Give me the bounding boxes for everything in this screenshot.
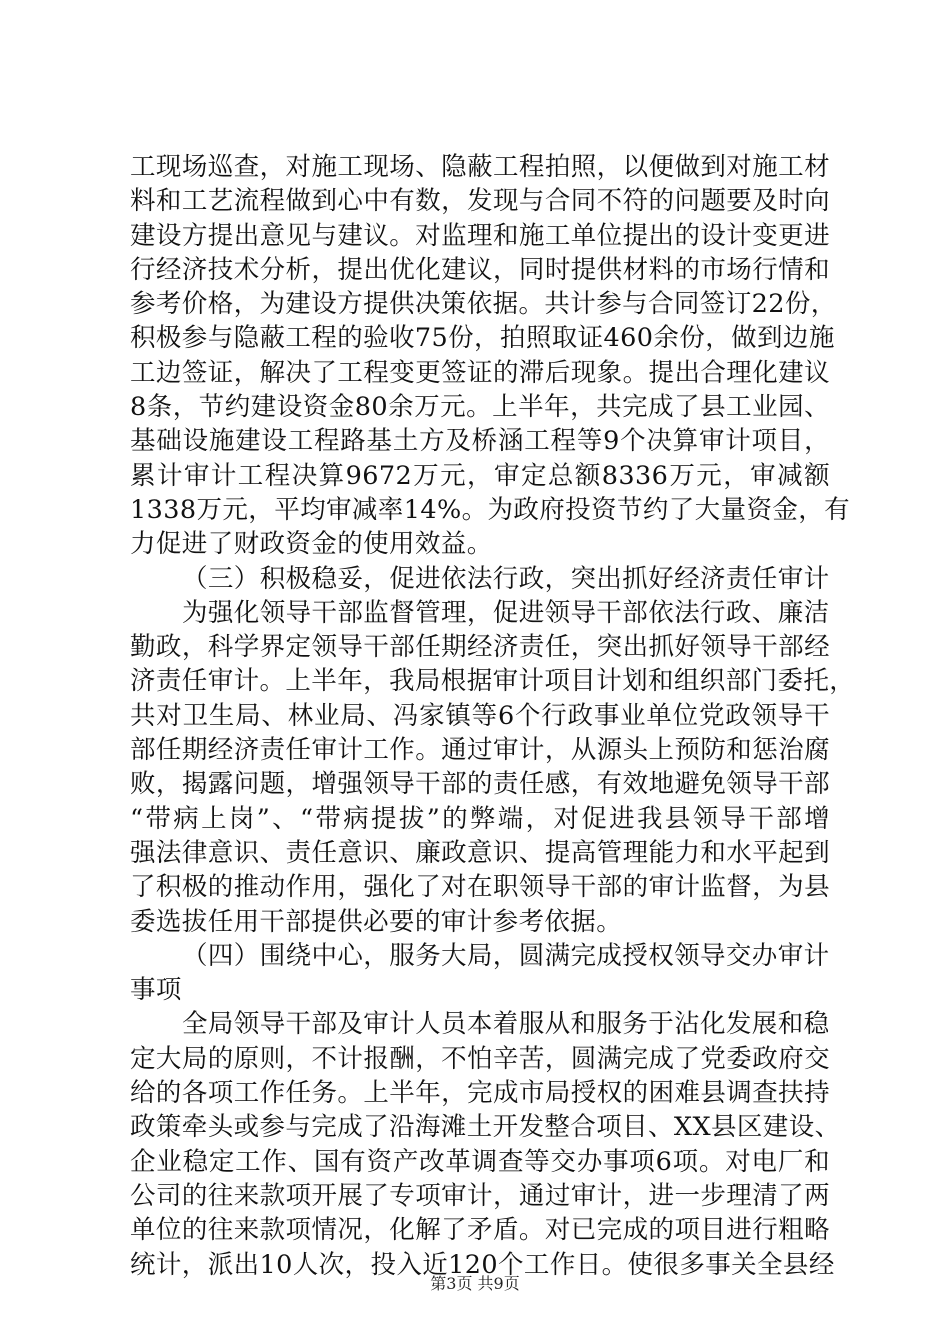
- text-line: 积极参与隐蔽工程的验收75份，拍照取证460余份，做到边施: [130, 323, 835, 354]
- text-line: 累计审计工程决算9672万元，审定总额8336万元，审减额: [130, 460, 830, 491]
- text-line: “带病上岗”、“带病提拔”的弊端，对促进我县领导干部增: [130, 803, 830, 834]
- text-line: 企业稳定工作、国有资产改革调查等交办事项6项。对电厂和: [130, 1146, 830, 1177]
- text-line: 全局领导干部及审计人员本着服从和服务于沾化发展和稳: [182, 1009, 830, 1040]
- text-line: 工现场巡查，对施工现场、隐蔽工程拍照，以便做到对施工材: [130, 152, 830, 182]
- text-line: 给的各项工作任务。上半年，完成市局授权的困难县调查扶持: [130, 1078, 830, 1109]
- text-line: 强法律意识、责任意识、廉政意识、提高管理能力和水平起到: [130, 837, 830, 868]
- text-line: 力促进了财政资金的使用效益。: [130, 529, 493, 560]
- text-line: 勤政，科学界定领导干部任期经济责任，突出抓好领导干部经: [130, 632, 830, 663]
- section-heading: （四）围绕中心，服务大局，圆满完成授权领导交办审计: [182, 940, 830, 971]
- text-line: 行经济技术分析，提出优化建议，同时提供材料的市场行情和: [130, 254, 830, 285]
- text-line: 共对卫生局、林业局、冯家镇等6个行政事业单位党政领导干: [130, 700, 830, 731]
- text-line: 参考价格，为建设方提供决策依据。共计参与合同签订22份，: [130, 289, 837, 320]
- body-text: [130, 150, 856, 1282]
- text-line: 委选拔任用干部提供必要的审计参考依据。: [130, 906, 623, 937]
- section-heading-continued: 事项: [130, 975, 182, 1006]
- text-line: 济责任审计。上半年，我局根据审计项目计划和组织部门委托，: [130, 666, 856, 697]
- text-line: 基础设施建设工程路基土方及桥涵工程等9个决算审计项目，: [130, 426, 830, 457]
- text-line: 部任期经济责任审计工作。通过审计，从源头上预防和惩治腐: [130, 735, 830, 766]
- text-line: 统计，派出10人次，投入近120个工作日。使很多事关全县经: [130, 1249, 835, 1280]
- text-line: 单位的往来款项情况，化解了矛盾。对已完成的项目进行粗略: [130, 1215, 830, 1246]
- text-line: 8条，节约建设资金80余万元。上半年，共完成了县工业园、: [130, 392, 830, 423]
- text-line: 为强化领导干部监督管理，促进领导干部依法行政、廉洁: [182, 597, 830, 628]
- text-line: 定大局的原则，不计报酬，不怕辛苦，圆满完成了党委政府交: [130, 1043, 830, 1074]
- text-line: 1338万元，平均审减率14%。为政府投资节约了大量资金，有: [130, 494, 851, 525]
- text-line: 工边签证，解决了工程变更签证的滞后现象。提出合理化建议: [130, 357, 830, 388]
- text-line: 政策牵头或参与完成了沿海滩土开发整合项目、XX县区建设、: [130, 1112, 841, 1143]
- text-line: 建设方提出意见与建议。对监理和施工单位提出的设计变更进: [130, 220, 830, 251]
- page-number-footer: 第3页 共9页: [430, 1274, 520, 1293]
- text-line: 败，揭露问题，增强领导干部的责任感，有效地避免领导干部: [130, 769, 830, 800]
- text-line: 公司的往来款项开展了专项审计，通过审计，进一步理清了两: [130, 1180, 830, 1211]
- text-line: 料和工艺流程做到心中有数，发现与合同不符的问题要及时向: [130, 186, 830, 217]
- text-line: 了积极的推动作用，强化了对在职领导干部的审计监督，为县: [130, 872, 830, 903]
- section-heading: （三）积极稳妥，促进依法行政，突出抓好经济责任审计: [182, 563, 830, 594]
